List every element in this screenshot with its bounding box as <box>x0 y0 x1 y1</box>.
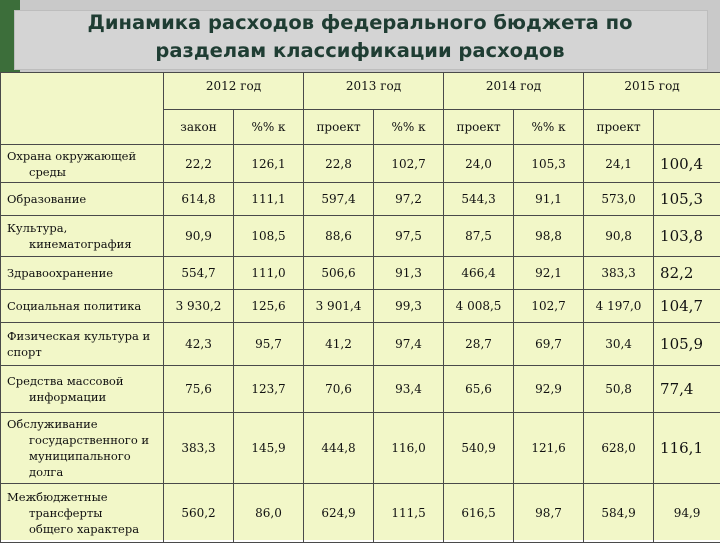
value-cell: 554,7 <box>164 257 234 290</box>
value-cell: 105,3 <box>514 145 584 183</box>
value-cell: 121,6 <box>514 413 584 484</box>
value-cell: 103,8 <box>654 216 720 257</box>
value-cell: 126,1 <box>234 145 304 183</box>
subheader: проект <box>584 110 654 145</box>
value-cell: 540,9 <box>444 413 514 484</box>
year-header: 2013 год <box>304 73 444 110</box>
value-cell: 95,7 <box>234 323 304 366</box>
value-cell: 506,6 <box>304 257 374 290</box>
value-cell: 22,2 <box>164 145 234 183</box>
category-header-cell <box>1 73 164 145</box>
subheader: %% к <box>514 110 584 145</box>
value-cell: 104,7 <box>654 290 720 323</box>
value-cell: 90,8 <box>584 216 654 257</box>
subheader: %% к <box>234 110 304 145</box>
value-cell: 573,0 <box>584 183 654 216</box>
value-cell: 560,2 <box>164 484 234 543</box>
value-cell: 97,2 <box>374 183 444 216</box>
value-cell: 41,2 <box>304 323 374 366</box>
subheader <box>654 110 720 145</box>
slide-header <box>0 0 720 74</box>
value-cell: 108,5 <box>234 216 304 257</box>
value-cell: 77,4 <box>654 366 720 413</box>
value-cell: 4 008,5 <box>444 290 514 323</box>
value-cell: 70,6 <box>304 366 374 413</box>
value-cell: 544,3 <box>444 183 514 216</box>
category-cell: Социальная политика <box>1 290 164 323</box>
table-row <box>1 366 720 413</box>
subheader: проект <box>444 110 514 145</box>
budget-table <box>0 72 720 543</box>
category-cell: Межбюджетные трансферты общего характера <box>1 484 164 543</box>
value-cell: 597,4 <box>304 183 374 216</box>
value-cell: 4 197,0 <box>584 290 654 323</box>
year-header: 2014 год <box>444 73 584 110</box>
value-cell: 105,3 <box>654 183 720 216</box>
budget-table-container <box>0 72 720 540</box>
value-cell: 116,0 <box>374 413 444 484</box>
category-cell: Физическая культура и спорт <box>1 323 164 366</box>
value-cell: 383,3 <box>164 413 234 484</box>
value-cell: 102,7 <box>514 290 584 323</box>
category-cell: Образование <box>1 183 164 216</box>
value-cell: 75,6 <box>164 366 234 413</box>
year-header-row <box>1 73 720 110</box>
value-cell: 145,9 <box>234 413 304 484</box>
page-title: Динамика расходов федерального бюджета по разделам классификации расходов <box>40 4 680 70</box>
value-cell: 42,3 <box>164 323 234 366</box>
table-row <box>1 484 720 543</box>
table-row <box>1 216 720 257</box>
value-cell: 116,1 <box>654 413 720 484</box>
value-cell: 98,8 <box>514 216 584 257</box>
value-cell: 69,7 <box>514 323 584 366</box>
value-cell: 383,3 <box>584 257 654 290</box>
value-cell: 105,9 <box>654 323 720 366</box>
value-cell: 466,4 <box>444 257 514 290</box>
value-cell: 24,0 <box>444 145 514 183</box>
value-cell: 50,8 <box>584 366 654 413</box>
subheader: %% к <box>374 110 444 145</box>
value-cell: 3 930,2 <box>164 290 234 323</box>
value-cell: 82,2 <box>654 257 720 290</box>
value-cell: 102,7 <box>374 145 444 183</box>
value-cell: 90,9 <box>164 216 234 257</box>
value-cell: 65,6 <box>444 366 514 413</box>
value-cell: 97,5 <box>374 216 444 257</box>
category-cell: Средства массовой информации <box>1 366 164 413</box>
value-cell: 22,8 <box>304 145 374 183</box>
value-cell: 624,9 <box>304 484 374 543</box>
value-cell: 94,9 <box>654 484 720 543</box>
value-cell: 92,9 <box>514 366 584 413</box>
value-cell: 100,4 <box>654 145 720 183</box>
value-cell: 28,7 <box>444 323 514 366</box>
subheader: закон <box>164 110 234 145</box>
value-cell: 3 901,4 <box>304 290 374 323</box>
value-cell: 628,0 <box>584 413 654 484</box>
value-cell: 92,1 <box>514 257 584 290</box>
value-cell: 125,6 <box>234 290 304 323</box>
value-cell: 87,5 <box>444 216 514 257</box>
value-cell: 111,1 <box>234 183 304 216</box>
value-cell: 614,8 <box>164 183 234 216</box>
table-row <box>1 257 720 290</box>
table-row <box>1 183 720 216</box>
value-cell: 30,4 <box>584 323 654 366</box>
category-cell: Культура, кинематография <box>1 216 164 257</box>
value-cell: 97,4 <box>374 323 444 366</box>
value-cell: 111,5 <box>374 484 444 543</box>
category-cell: Здравоохранение <box>1 257 164 290</box>
value-cell: 91,3 <box>374 257 444 290</box>
value-cell: 24,1 <box>584 145 654 183</box>
table-row <box>1 290 720 323</box>
value-cell: 99,3 <box>374 290 444 323</box>
table-row <box>1 413 720 484</box>
value-cell: 88,6 <box>304 216 374 257</box>
value-cell: 584,9 <box>584 484 654 543</box>
value-cell: 616,5 <box>444 484 514 543</box>
category-cell: Охрана окружающей среды <box>1 145 164 183</box>
subheader: проект <box>304 110 374 145</box>
category-cell: Обслуживание государственного и муниципального долга <box>1 413 164 484</box>
value-cell: 111,0 <box>234 257 304 290</box>
value-cell: 86,0 <box>234 484 304 543</box>
table-row <box>1 323 720 366</box>
year-header: 2015 год <box>584 73 720 110</box>
year-header: 2012 год <box>164 73 304 110</box>
value-cell: 98,7 <box>514 484 584 543</box>
value-cell: 93,4 <box>374 366 444 413</box>
value-cell: 123,7 <box>234 366 304 413</box>
value-cell: 91,1 <box>514 183 584 216</box>
table-row <box>1 145 720 183</box>
value-cell: 444,8 <box>304 413 374 484</box>
